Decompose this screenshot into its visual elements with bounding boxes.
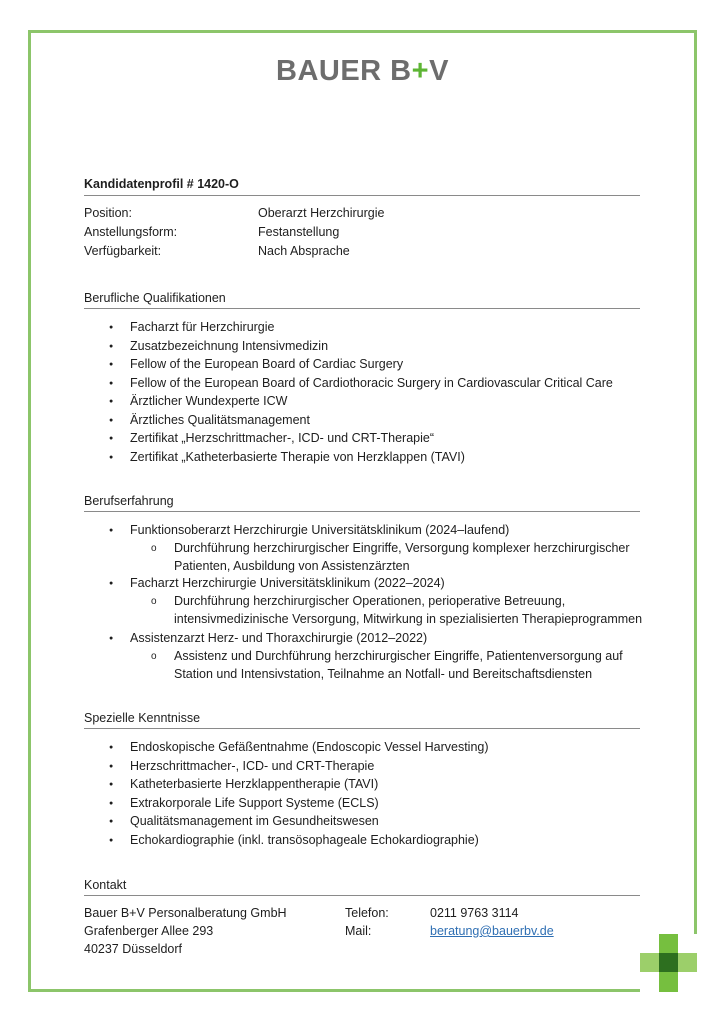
- bullet-icon: ●: [109, 324, 114, 331]
- logo-plus-icon: +: [411, 55, 430, 87]
- experience-detail-line: Durchführung herzchirurgischer Eingriffe, Versorgung komplexer herzchirurgischer: [174, 541, 630, 555]
- divider: [84, 195, 640, 196]
- bullet-icon: ●: [109, 744, 114, 751]
- bullet-icon: ●: [109, 635, 114, 642]
- list-item-text: Extrakorporale Life Support Systeme (ECLS): [130, 795, 379, 810]
- field-value-position: Oberarzt Herzchirurgie: [258, 206, 385, 220]
- bullet-icon: ●: [109, 836, 114, 844]
- page-frame-bottom: [28, 989, 640, 992]
- section-heading-contact: Kontakt: [84, 878, 127, 892]
- bullet-icon: ●: [109, 361, 114, 368]
- logo-text-right: V: [429, 55, 449, 87]
- section-heading-experience: Berufserfahrung: [84, 494, 174, 508]
- field-label-availability: Verfügbarkeit:: [84, 244, 162, 258]
- list-item-text: Endoskopische Gefäßentnahme (Endoscopic Vessel Harvesting): [130, 740, 489, 754]
- bullet-icon: ●: [109, 379, 114, 387]
- list-item-text: Ärztlicher Wundexperte ICW: [130, 394, 288, 408]
- contact-phone: 0211 9763 3114: [430, 906, 519, 920]
- divider: [84, 308, 640, 309]
- experience-detail-line: Patienten, Ausbildung von Assistenzärzten: [174, 559, 410, 573]
- sub-bullet-icon: o: [151, 651, 157, 662]
- bullet-icon: ●: [109, 342, 114, 350]
- divider: [84, 895, 640, 896]
- list-item-text: Qualitätsmanagement im Gesundheitswesen: [130, 814, 379, 828]
- divider: [84, 728, 640, 729]
- experience-detail-line: Durchführung herzchirurgischer Operationen, perioperative Betreuung,: [174, 594, 566, 608]
- page-frame-right: [694, 30, 697, 934]
- experience-detail-line: Station und Intensivstation, Teilnahme an Notfall- und Bereitschaftsdiensten: [174, 667, 593, 681]
- sub-bullet-icon: o: [151, 596, 157, 607]
- field-label-employment: Anstellungsform:: [84, 225, 178, 239]
- experience-title: Assistenzarzt Herz- und Thoraxchirurgie (2012–2022): [130, 631, 428, 645]
- bullet-icon: ●: [109, 762, 114, 770]
- experience-title: Funktionsoberarzt Herzchirurgie Universitätsklinikum (2024–laufend): [130, 523, 510, 537]
- experience-title: Facharzt Herzchirurgie Universitätsklinikum (2022–2024): [130, 576, 445, 590]
- list-item-text: Fellow of the European Board of Cardiac Surgery: [130, 357, 404, 371]
- list-item-text: Zertifikat „Herzschrittmacher-, ICD- und CRT-Therapie“: [130, 431, 435, 445]
- list-item-text: Facharzt für Herzchirurgie: [130, 320, 275, 334]
- section-heading-skills: Spezielle Kenntnisse: [84, 711, 201, 725]
- contact-mail-link[interactable]: beratung@bauerbv.de: [430, 924, 554, 938]
- list-item-text: Zusatzbezeichnung Intensivmedizin: [130, 338, 329, 353]
- experience-detail-line: Assistenz und Durchführung herzchirurgischer Eingriffe, Patientenversorgung auf: [174, 649, 623, 663]
- contact-company: Bauer B+V Personalberatung GmbH: [84, 906, 287, 920]
- bullet-icon: ●: [109, 580, 114, 587]
- list-item-text: Zertifikat „Katheterbasierte Therapie von Herzklappen (TAVI): [130, 449, 465, 464]
- contact-phone-label: Telefon:: [345, 906, 389, 920]
- bullet-icon: ●: [109, 398, 114, 405]
- list-item-text: Echokardiographie (inkl. transösophageale Echokardiographie): [130, 832, 479, 847]
- list-item-text: Herzschrittmacher-, ICD- und CRT-Therapie: [130, 758, 375, 773]
- contact-mail-label: Mail:: [345, 924, 372, 938]
- bullet-icon: ●: [109, 435, 114, 442]
- brand-logo: [276, 55, 449, 88]
- list-item-text: Fellow of the European Board of Cardiothoracic Surgery in Cardiovascular Critical Care: [130, 375, 613, 390]
- contact-street: Grafenberger Allee 293: [84, 924, 214, 938]
- list-item-text: Ärztliches Qualitätsmanagement: [130, 412, 310, 427]
- field-value-employment: Festanstellung: [258, 225, 340, 239]
- cross-center: [659, 953, 678, 972]
- bullet-icon: ●: [109, 781, 114, 788]
- field-value-availability: Nach Absprache: [258, 244, 350, 258]
- bullet-icon: ●: [109, 818, 114, 825]
- bullet-icon: ●: [109, 799, 114, 807]
- profile-title: Kandidatenprofil # 1420-O: [84, 177, 239, 191]
- divider: [84, 511, 640, 512]
- page-frame-top: [28, 30, 696, 33]
- sub-bullet-icon: o: [151, 543, 157, 554]
- contact-city: 40237 Düsseldorf: [84, 942, 182, 956]
- field-label-position: Position:: [84, 206, 132, 220]
- section-heading-qualifications: Berufliche Qualifikationen: [84, 291, 226, 305]
- bullet-icon: ●: [109, 416, 114, 424]
- bullet-icon: ●: [109, 527, 114, 534]
- logo-text-left: BAUER B: [276, 55, 412, 87]
- experience-detail-line: intensivmedizinische Versorgung, Mitwirkung in spezialisierten Therapieprogrammen: [174, 612, 643, 626]
- list-item-text: Katheterbasierte Herzklappentherapie (TAVI): [130, 777, 379, 791]
- bullet-icon: ●: [109, 453, 114, 461]
- page-frame-left: [28, 30, 31, 992]
